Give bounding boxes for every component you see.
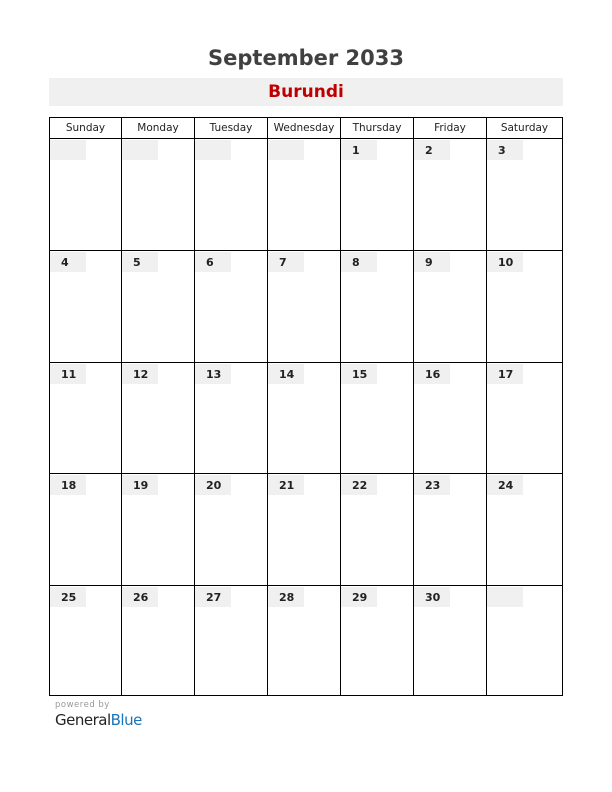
date-number: 9 [414,252,450,272]
date-number: 28 [268,587,304,607]
day-cell [195,363,268,474]
weekday-header-2: Tuesday [195,118,268,138]
powered-by-label: powered by [55,700,110,710]
date-number: 25 [50,587,86,607]
date-number: 8 [341,252,377,272]
day-cell [195,586,268,695]
date-number: 18 [50,475,86,495]
date-number: 10 [487,252,523,272]
day-cell [268,251,341,363]
day-cell [414,363,487,474]
date-number: 12 [122,364,158,384]
day-cell [50,139,122,251]
day-cell [195,474,268,586]
calendar-title: September 2033 [208,46,404,70]
day-cell [50,474,122,586]
day-cell [487,363,562,474]
date-number: 13 [195,364,231,384]
date-number: 6 [195,252,231,272]
date-number: 3 [487,140,523,160]
day-cell [414,139,487,251]
date-number: 16 [414,364,450,384]
date-number [268,140,304,160]
date-number: 23 [414,475,450,495]
brand-blue: Blue [110,711,142,729]
country-banner [49,78,563,106]
day-cell [487,139,562,251]
weekday-header-5: Friday [414,118,487,138]
date-number: 20 [195,475,231,495]
date-number: 11 [50,364,86,384]
brand-general: General [55,711,111,729]
day-cell [122,251,195,363]
day-cell [122,139,195,251]
weekday-header-row [50,118,562,139]
weekday-header-0: Sunday [50,118,122,138]
weekday-header-1: Monday [122,118,195,138]
day-cell [487,586,562,695]
date-number: 21 [268,475,304,495]
day-cell [122,474,195,586]
date-number: 27 [195,587,231,607]
day-cell [487,251,562,363]
date-number [122,140,158,160]
weekday-header-3: Wednesday [268,118,341,138]
date-number [50,140,86,160]
calendar-grid [49,117,563,696]
day-cell [268,139,341,251]
day-cell [414,586,487,695]
day-cell [122,586,195,695]
footer [55,700,142,729]
day-cell [414,474,487,586]
day-cell [50,586,122,695]
day-cell [195,251,268,363]
date-number: 7 [268,252,304,272]
date-number [487,587,523,607]
day-cell [341,251,414,363]
day-cell [341,139,414,251]
day-cell [50,363,122,474]
day-cell [414,251,487,363]
day-cell [341,474,414,586]
date-number: 15 [341,364,377,384]
day-cell [268,474,341,586]
day-cell [195,139,268,251]
date-number: 30 [414,587,450,607]
generalblue-logo [55,711,142,729]
date-number: 5 [122,252,158,272]
day-cell [341,586,414,695]
country-name: Burundi [268,82,344,102]
day-cell [122,363,195,474]
date-number: 19 [122,475,158,495]
date-number: 22 [341,475,377,495]
date-number: 1 [341,140,377,160]
weekday-header-6: Saturday [500,122,549,134]
date-number: 2 [414,140,450,160]
date-number: 29 [341,587,377,607]
date-number: 17 [487,364,523,384]
date-number: 4 [50,252,86,272]
day-cell [268,363,341,474]
date-number: 14 [268,364,304,384]
day-cell [50,251,122,363]
day-cell [487,474,562,586]
day-cell [268,586,341,695]
date-number: 26 [122,587,158,607]
date-number [195,140,231,160]
day-cell [341,363,414,474]
weekday-header-4: Thursday [341,118,414,138]
date-number: 24 [487,475,523,495]
